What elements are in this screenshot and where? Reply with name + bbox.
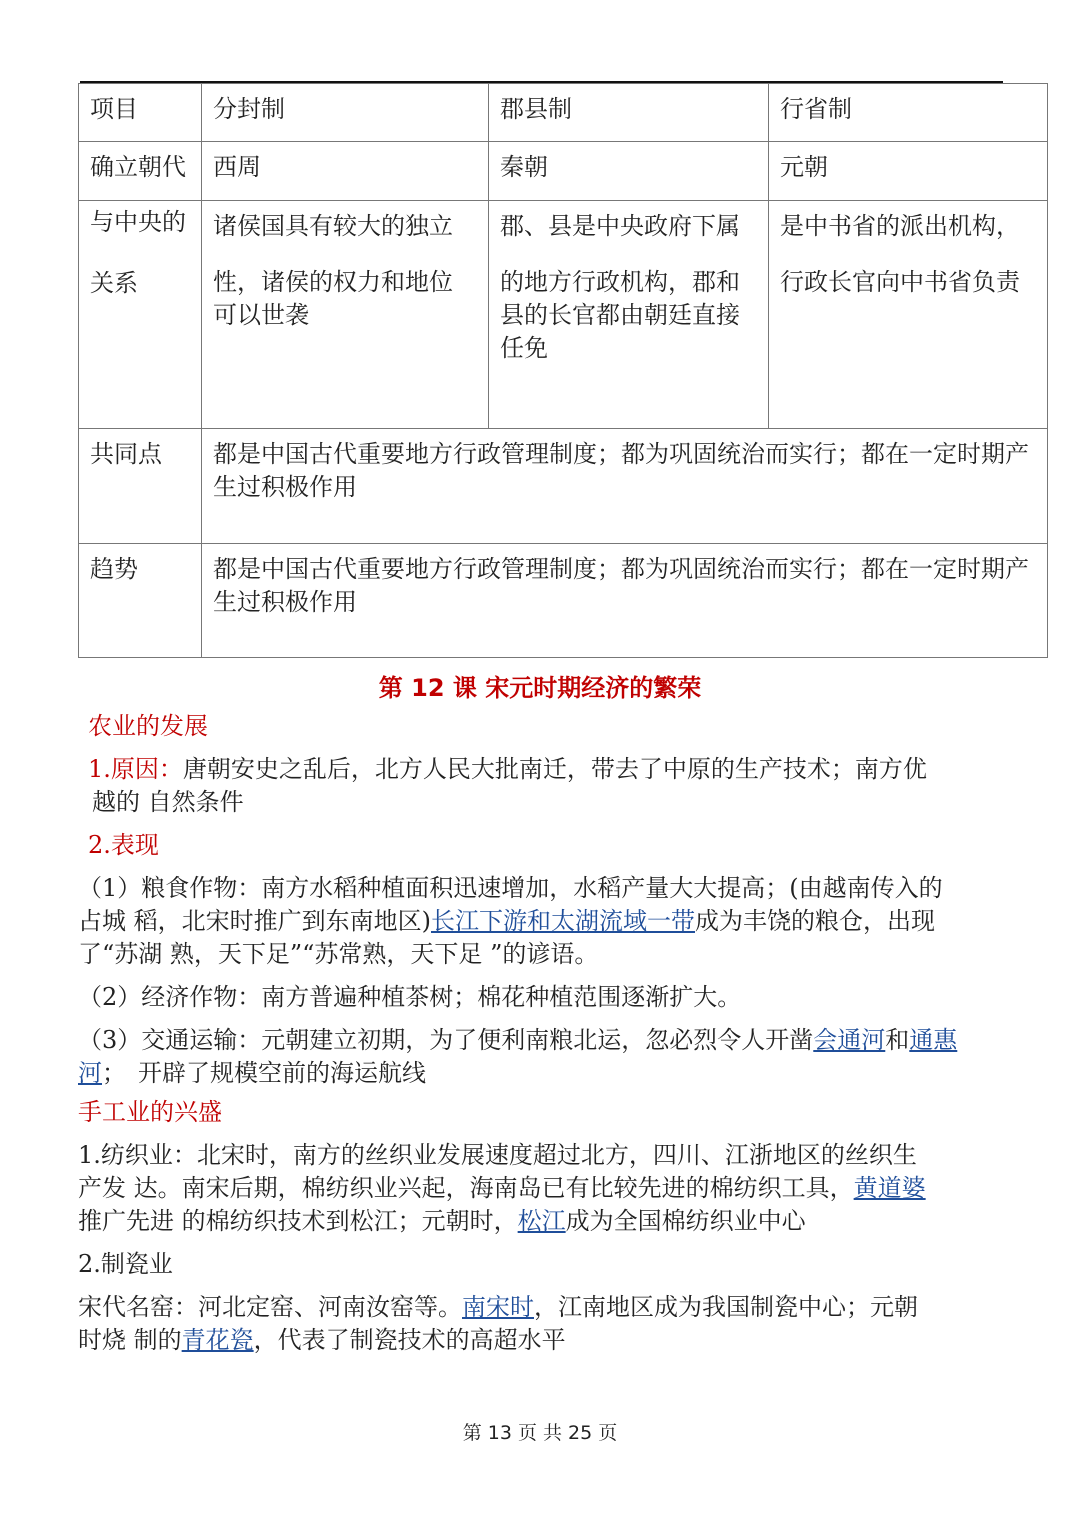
link-songjiang[interactable]: 松江 xyxy=(517,1207,566,1235)
header-item: 项目 xyxy=(79,84,202,142)
table-cell: 西周 xyxy=(202,142,489,201)
perf-label: 2.表现 xyxy=(88,831,159,859)
page-footer: 第 13 页 共 25 页 xyxy=(462,1422,618,1444)
textile-line-1: 1.纺织业：北宋时，南方的丝织业发展速度超过北方，四川、江浙地区的丝织生 xyxy=(78,1141,917,1169)
agri-section xyxy=(78,710,1008,1090)
craft-heading: 手工业的兴盛 xyxy=(78,1098,222,1126)
cell-line: 郡、县是中央政府下属 xyxy=(500,212,740,240)
link-huitonghe[interactable]: 会通河 xyxy=(813,1026,886,1054)
table-cell-merged: 都是中国古代重要地方行政管理制度；都为巩固统治而实行；都在一定时期产生过积极作用 xyxy=(202,429,1048,544)
cell-line: 是中书省的派出机构， xyxy=(780,212,1020,240)
table-cell: 元朝 xyxy=(769,142,1048,201)
reason-text: 唐朝安史之乱后，北方人民大批南迁，带去了中原的生产技术；南方优 xyxy=(182,755,927,783)
table-cell xyxy=(769,201,1048,429)
text-span: 产发 达。南宋后期，棉纺织业兴起，海南岛已有比较先进的棉纺织工具， xyxy=(78,1174,854,1202)
table-cell xyxy=(489,201,769,429)
row-label: 共同点 xyxy=(79,429,202,544)
text-span: 时烧 制的 xyxy=(78,1326,182,1354)
agri-reason xyxy=(88,753,1008,786)
row-label-line: 关系 xyxy=(90,269,138,297)
header-fengfeng: 分封制 xyxy=(202,84,489,142)
link-tonghuihe-cont[interactable]: 河 xyxy=(78,1059,102,1087)
cell-line: 可以世袭 xyxy=(213,301,309,329)
agri-heading: 农业的发展 xyxy=(88,712,208,740)
row-label xyxy=(79,201,202,429)
textile-line-3 xyxy=(78,1205,1008,1238)
perf-item-1-cont xyxy=(78,905,1008,938)
text-span: 成为丰饶的粮仓，出现 xyxy=(695,907,935,935)
text-span: ，代表了制瓷技术的高超水平 xyxy=(253,1326,566,1354)
link-tonghuihe[interactable]: 通惠 xyxy=(909,1026,958,1054)
text-span: 推广先进 的棉纺织技术到松江；元朝时， xyxy=(78,1207,518,1235)
table-cell: 秦朝 xyxy=(489,142,769,201)
header-xingsheng: 行省制 xyxy=(769,84,1048,142)
porcelain-line-1 xyxy=(78,1291,1008,1324)
table-cell-merged: 都是中国古代重要地方行政管理制度；都为巩固统治而实行；都在一定时期产生过积极作用 xyxy=(202,544,1048,658)
cell-line: 性，诸侯的权力和地位 xyxy=(213,268,453,296)
textile-line-2 xyxy=(78,1172,1008,1205)
table-cell xyxy=(202,201,489,429)
perf-item-1: （1）粮食作物：南方水稻种植面积迅速增加，水稻产量大大提高；(由越南传入的 xyxy=(78,874,943,902)
link-huangdaopo[interactable]: 黄道婆 xyxy=(853,1174,926,1202)
perf-item-3 xyxy=(78,1024,1008,1057)
text-span: ，江南地区成为我国制瓷中心；元朝 xyxy=(534,1293,918,1321)
cell-line: 任免 xyxy=(500,334,548,362)
agri-reason-cont: 越的 自然条件 xyxy=(92,788,244,816)
comparison-table xyxy=(78,83,1048,658)
perf-item-3-cont xyxy=(78,1057,1008,1090)
perf-item-2: （2）经济作物：南方普遍种植茶树；棉花种植范围逐渐扩大。 xyxy=(78,983,742,1011)
text-span: （3）交通运输：元朝建立初期，为了便利南粮北运，忽必烈令人开凿 xyxy=(78,1026,814,1054)
row-label-line: 与中央的 xyxy=(90,208,186,236)
reason-label: 1.原因： xyxy=(88,755,183,783)
link-nansongshi[interactable]: 南宋时 xyxy=(462,1293,534,1321)
cell-line: 县的长官都由朝廷直接 xyxy=(500,301,740,329)
text-span: 占城 稻，北宋时推广到东南地区) xyxy=(78,907,431,935)
text-span: 成为全国棉纺织业中心 xyxy=(565,1207,806,1235)
table-row-trend xyxy=(79,544,1048,658)
table-row-dynasty xyxy=(79,142,1048,201)
table-row-common xyxy=(79,429,1048,544)
link-changjiang[interactable]: 长江下游和太湖流域一带 xyxy=(431,907,695,935)
header-junxian: 郡县制 xyxy=(489,84,769,142)
porcelain-line-2 xyxy=(78,1324,1008,1357)
cell-line: 诸侯国具有较大的独立 xyxy=(213,212,453,240)
porcelain-label: 2.制瓷业 xyxy=(78,1250,173,1278)
link-qinghuaci[interactable]: 青花瓷 xyxy=(181,1326,254,1354)
craft-section xyxy=(78,1096,1008,1357)
cell-line: 行政长官向中书省负责 xyxy=(780,268,1020,296)
lesson-title: 第 12 课 宋元时期经济的繁荣 xyxy=(378,674,702,702)
text-span: 宋代名窑：河北定窑、河南汝窑等。 xyxy=(78,1293,462,1321)
text-span: 和 xyxy=(885,1026,910,1054)
perf-item-1-cont2: 了“苏湖 熟，天下足”“苏常熟，天下足 ”的谚语。 xyxy=(78,940,599,968)
table-header-row xyxy=(79,84,1048,142)
row-label: 确立朝代 xyxy=(79,142,202,201)
text-span: ； 开辟了规模空前的海运航线 xyxy=(102,1059,426,1087)
row-label: 趋势 xyxy=(79,544,202,658)
cell-line: 的地方行政机构，郡和 xyxy=(500,268,740,296)
table-row-relation xyxy=(79,201,1048,429)
